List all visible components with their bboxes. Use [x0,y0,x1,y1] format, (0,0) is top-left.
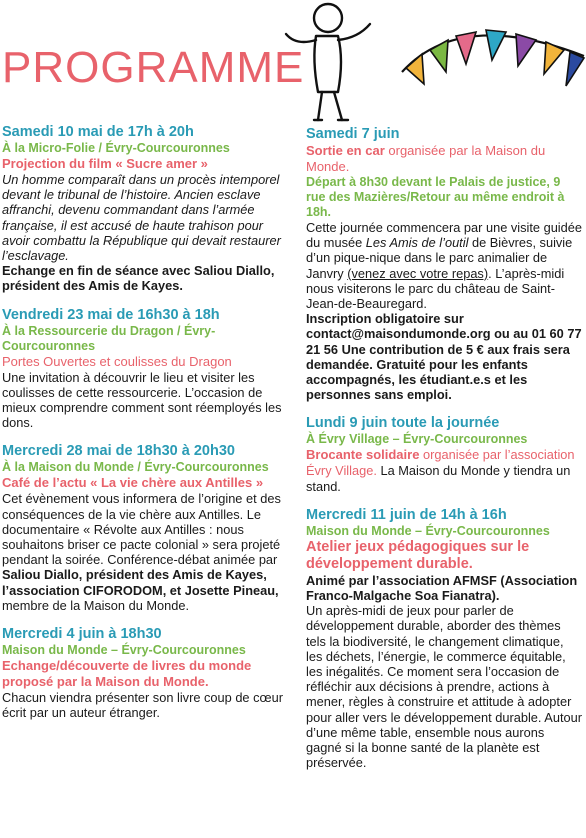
registration-note: Inscription obligatoire sur contact@maisondumonde.org ou au 01 60 77 21 56 Une contribution de 5 € aux frais sera demandée. Gratuité pour les enfants accompagnés, les étudiant.e.s et les personnes sans emploi. [306,311,582,403]
event-date: Samedi 10 mai de 17h à 20h [2,124,194,140]
page-title: PROGRAMME [2,43,305,92]
event-activity: Café de l’actu « La vie chère aux Antilles » [2,475,264,491]
description-text-2: de Bièvres, suivie d’un pique-nique dans le parc animalier de Janvry [306,235,573,281]
event-activity: Atelier jeux pédagogiques sur le développement durable. [306,538,530,572]
event-place: À Évry Village – Évry-Courcouronnes [306,432,528,447]
event-description [306,447,582,493]
description-text-3: . L’après-midi nous visiterons le parc du château de Saint-Jean-de-Beauregard. [306,265,565,312]
event-samedi-10-mai [2,124,284,294]
event-description: Chacun viendra présenter son livre coup de cœur écrit par un auteur étranger. [2,690,283,721]
event-place: À la Micro-Folie / Évry-Courcouronnes [2,141,230,155]
event-date: Vendredi 23 mai de 16h30 à 18h [2,306,220,323]
event-place: À la Ressourcerie du Dragon / Évry-Courcouronnes [2,323,216,353]
event-lundi-9-juin [306,415,582,493]
stand-note: La Maison du Monde y tiendra un stand. [306,463,571,494]
event-mercredi-11-juin [306,507,582,771]
event-samedi-7-juin [306,126,582,402]
organizer-note: Animé par l’association AFMSF (Association Franco-Malgache Soa Fianatra). [306,572,578,604]
activity-name: Brocante solidaire [306,447,420,463]
event-activity: Portes Ouvertes et coulisses du Dragon [2,353,232,369]
description-end: membre de la Maison du Monde. [2,597,190,613]
museum-name: Les Amis de l’outil [365,235,469,251]
event-date: Mercredi 11 juin de 14h à 16h [306,506,507,523]
event-description [2,491,284,613]
event-place: Maison du Monde – Évry-Courcouronnes [306,523,550,538]
stick-figure-drawing [268,0,388,124]
event-description: Un homme comparaît dans un procès intemporel devant le tribunal de l’histoire. Ancien esclave affranchi, devenu commandant dans l’armée française, il est accusé de haute trahison pour avoir combattu la République qui devait restaurer l’esclavage. [2,172,281,264]
event-mercredi-28-mai [2,443,284,613]
speakers: Saliou Diallo, président des Amis de Kayes, l’association CIFORODOM, et Josette Pineau, [2,567,279,598]
bring-meal-note: (venez avec votre repas) [347,265,489,281]
event-place: À la Maison du Monde / Évry-Courcouronnes [2,460,269,475]
activity-name: Sortie en car [306,143,385,158]
event-description: Une invitation à découvrir le lieu et visiter les coulisses de cette ressourcerie. L’occasion de mieux comprendre comment sont réemployés les dons. [2,369,282,431]
event-description [306,220,582,311]
right-column [306,126,582,783]
bunting-garland [400,16,586,116]
event-place: Départ à 8h30 devant le Palais de justice, 9 rue des Mazières/Retour au même endroit à 18h. [306,175,565,219]
event-mercredi-4-juin [2,626,284,720]
description-text: Cet évènement vous informera de l’origine et des conséquences de la vie chère aux Antilles. Le documentaire « Révolte aux Antilles : nous souhaitons briser ce pacte colonial » sera projeté pendant la soirée. Conférence-débat animée par [2,491,281,568]
event-activity: Projection du film « Sucre amer » [2,156,208,171]
activity-organizer: organisée par la Maison du Monde. [306,143,546,174]
event-date: Mercredi 28 mai de 18h30 à 20h30 [2,443,235,460]
event-description: Un après-midi de jeux pour parler de développement durable, aborder des thèmes tels la biodiversité, le changement climatique, les déchets, l’énergie, le commerce équitable, les inégalités. Ce moment sera l’occasion de réfléchir aux décisions à prendre, actions à mener, règles à construire et attitude à adopter pour aller vers le développement durable. Autour d’une même table, ensemble nous aurons gagné si la bonne santé de la planète est préservée. [306,603,583,771]
event-date: Samedi 7 juin [306,126,400,142]
event-place: Maison du Monde – Évry-Courcouronnes [2,643,246,658]
activity-organizer: organisée par l’association Évry Village. [306,447,575,479]
event-note: Echange en fin de séance avec Saliou Diallo, président des Amis de Kayes. [2,263,275,294]
event-date: Lundi 9 juin toute la journée [306,415,500,432]
event-activity [306,143,582,175]
left-column [2,124,284,733]
event-date: Mercredi 4 juin à 18h30 [2,626,162,643]
event-vendredi-23-mai [2,307,284,431]
event-activity: Echange/découverte de livres du monde proposé par la Maison du Monde. [2,658,252,690]
description-text: Cette journée commencera par une visite guidée du musée [306,220,583,251]
